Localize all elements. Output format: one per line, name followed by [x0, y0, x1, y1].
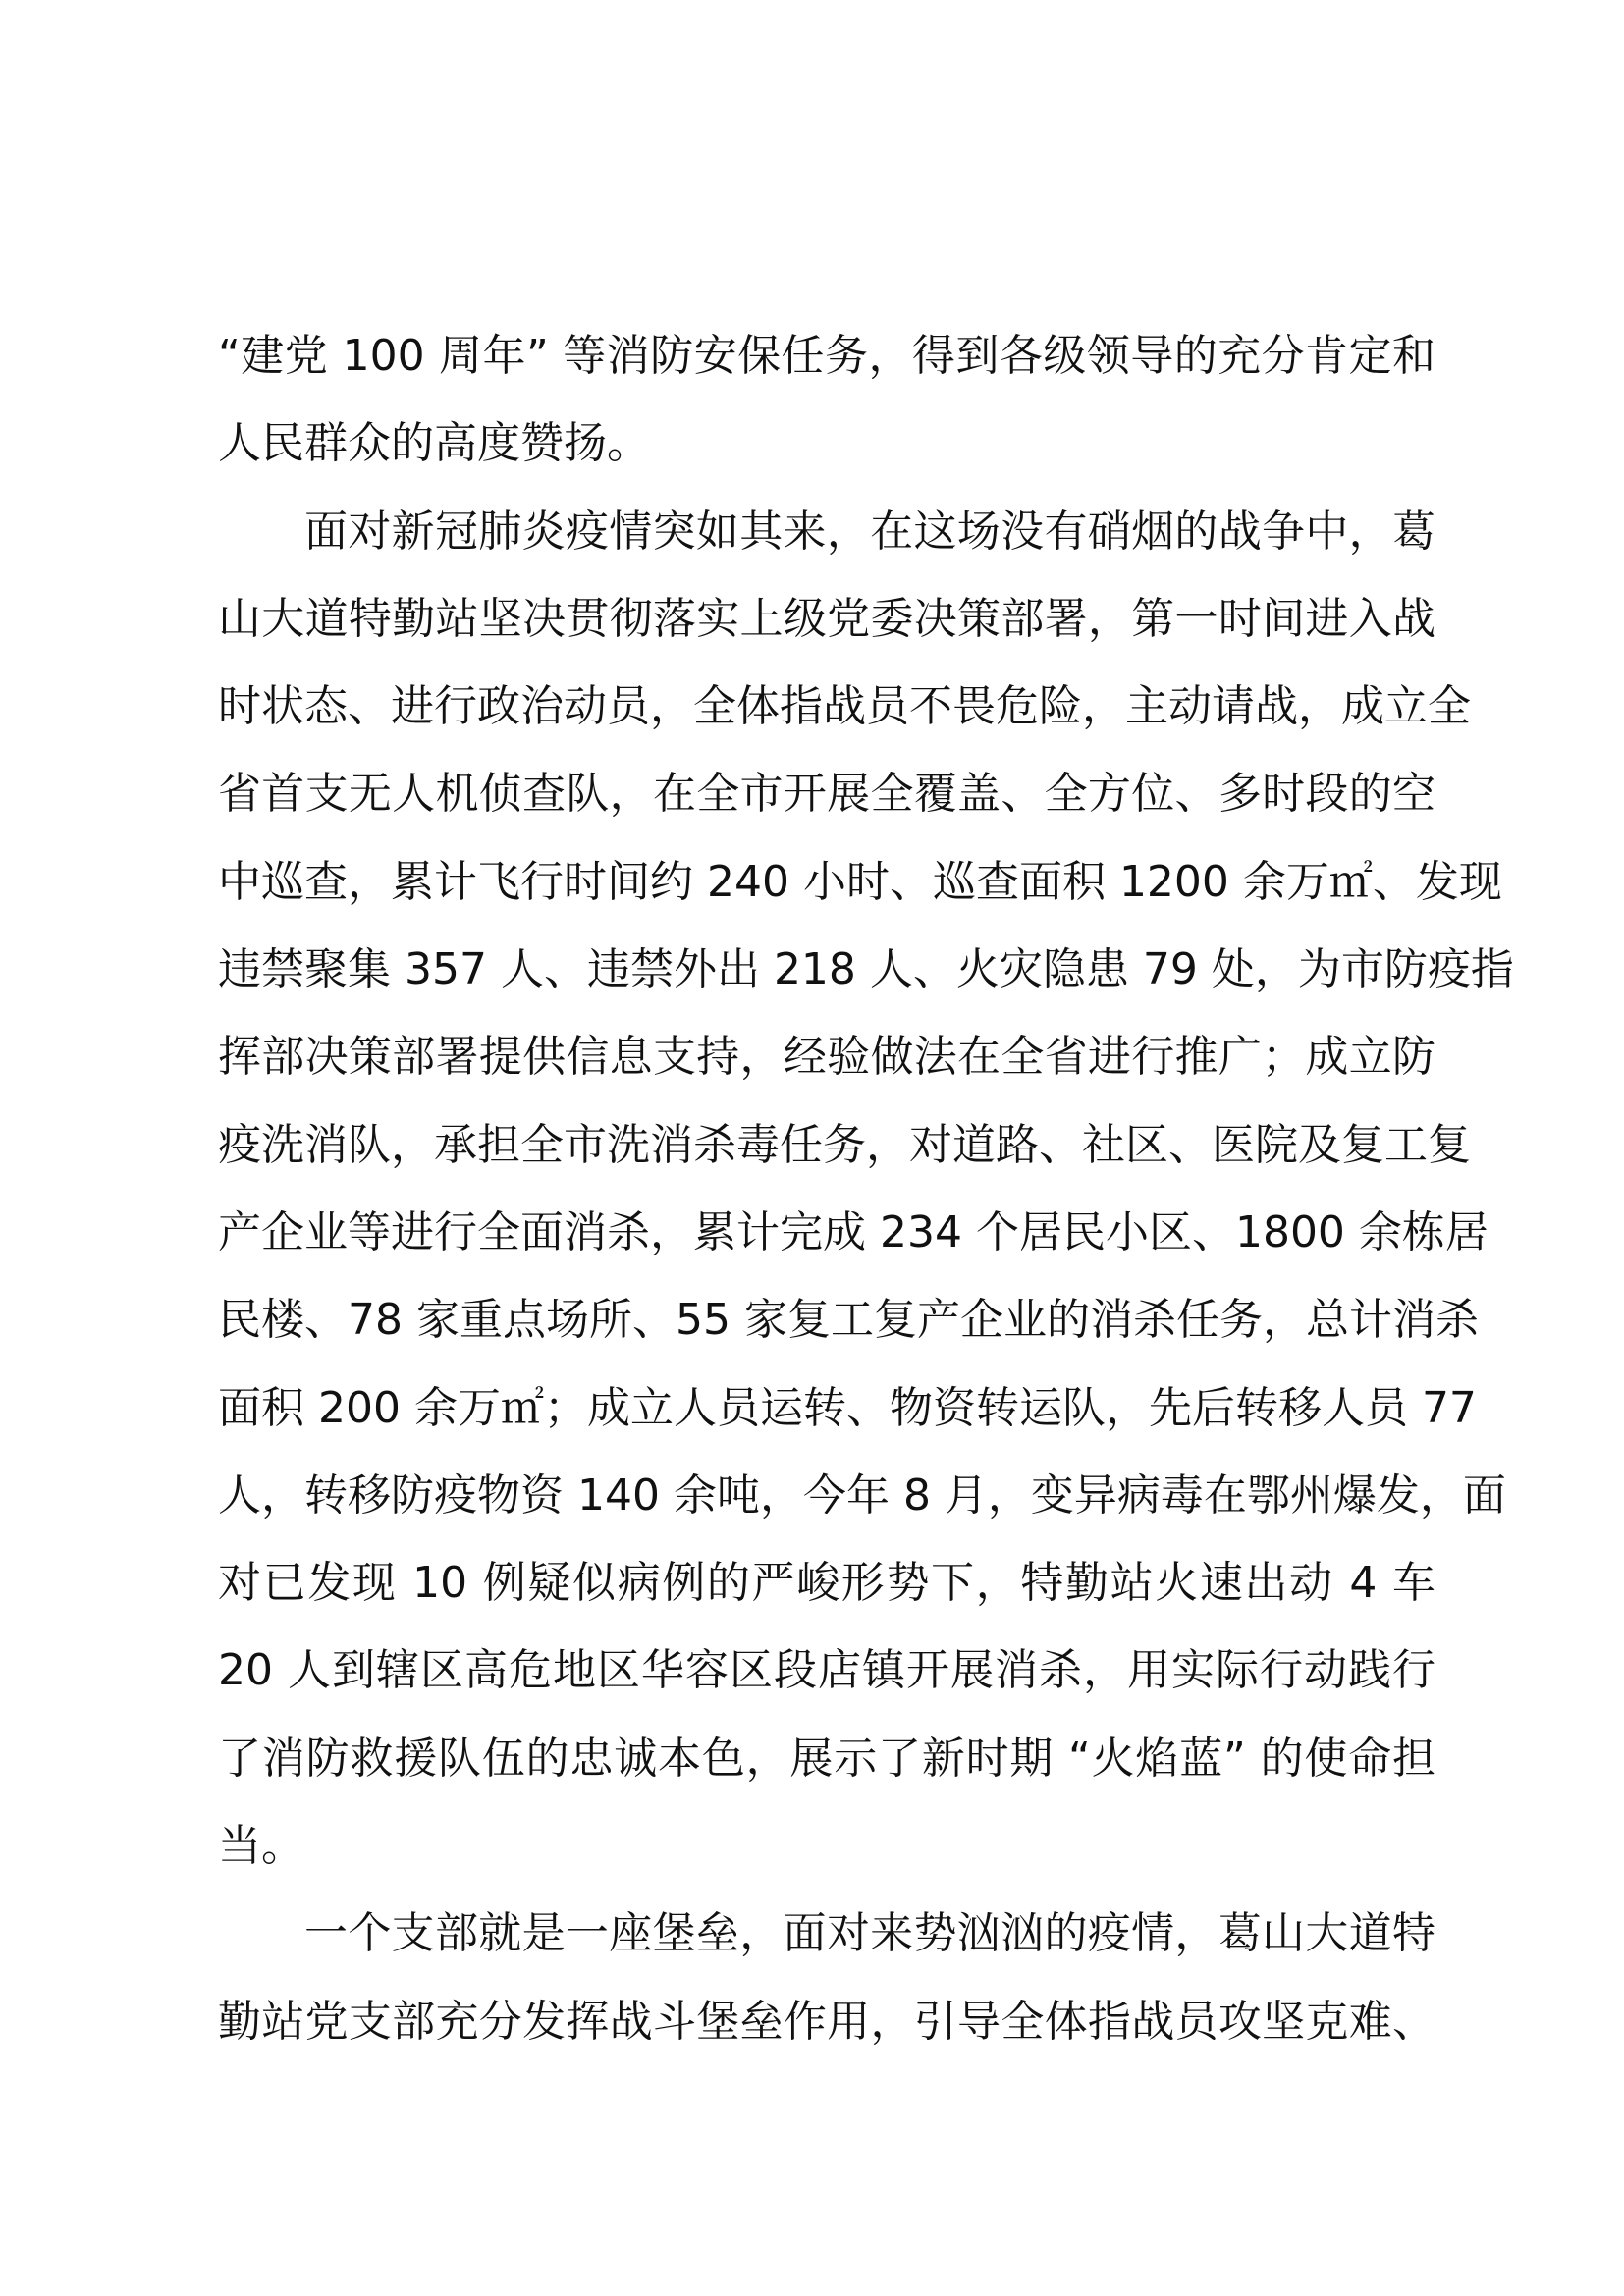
text-line: 勤站党支部充分发挥战斗堡垒作用，引导全体指战员攻坚克难、 [218, 1996, 1435, 2047]
text-line: 人民群众的高度赞扬。 [218, 418, 650, 469]
text-line: 产企业等进行全面消杀，累计完成 234 个居民小区、1800 余栋居 [218, 1206, 1489, 1257]
text-line: 民楼、78 家重点场所、55 家复工复产企业的消杀任务，总计消杀 [218, 1295, 1479, 1346]
text-line: 当。 [218, 1821, 304, 1872]
text-line: 面对新冠肺炎疫情突如其来，在这场没有硝烟的战争中，葛 [304, 506, 1435, 557]
text-line: 时状态、进行政治动员，全体指战员不畏危险，主动请战，成立全 [218, 681, 1471, 732]
text-line: 一个支部就是一座堡垒，面对来势汹汹的疫情，葛山大道特 [304, 1908, 1435, 1959]
text-line: “建党 100 周年” 等消防安保任务，得到各级领导的充分肯定和 [218, 331, 1435, 381]
text-line: 疫洗消队，承担全市洗消杀毒任务，对道路、社区、医院及复工复 [218, 1119, 1471, 1170]
text-line: 面积 200 余万㎡；成立人员运转、物资转运队，先后转移人员 77 [218, 1382, 1477, 1433]
text-line: 山大道特勤站坚决贯彻落实上级党委决策部署，第一时间进入战 [218, 593, 1435, 644]
text-line: 人，转移防疫物资 140 余吨，今年 8 月，变异病毒在鄂州爆发，面 [218, 1469, 1506, 1521]
text-line: 挥部决策部署提供信息支持，经验做法在全省进行推广；成立防 [218, 1032, 1435, 1083]
text-line: 中巡查，累计飞行时间约 240 小时、巡查面积 1200 余万㎡、发现 [218, 856, 1502, 907]
text-line: 20 人到辖区高危地区华容区段店镇开展消杀，用实际行动践行 [218, 1645, 1435, 1696]
text-line: 对已发现 10 例疑似病例的严峻形势下，特勤站火速出动 4 车 [218, 1558, 1435, 1609]
text-line: 了消防救援队伍的忠诚本色，展示了新时期 “火焰蓝” 的使命担 [218, 1733, 1435, 1784]
body-text [218, 312, 1514, 2065]
text-line: 违禁聚集 357 人、违禁外出 218 人、火灾隐患 79 处，为市防疫指 [218, 944, 1514, 995]
text-line: 省首支无人机侦查队，在全市开展全覆盖、全方位、多时段的空 [218, 769, 1435, 820]
